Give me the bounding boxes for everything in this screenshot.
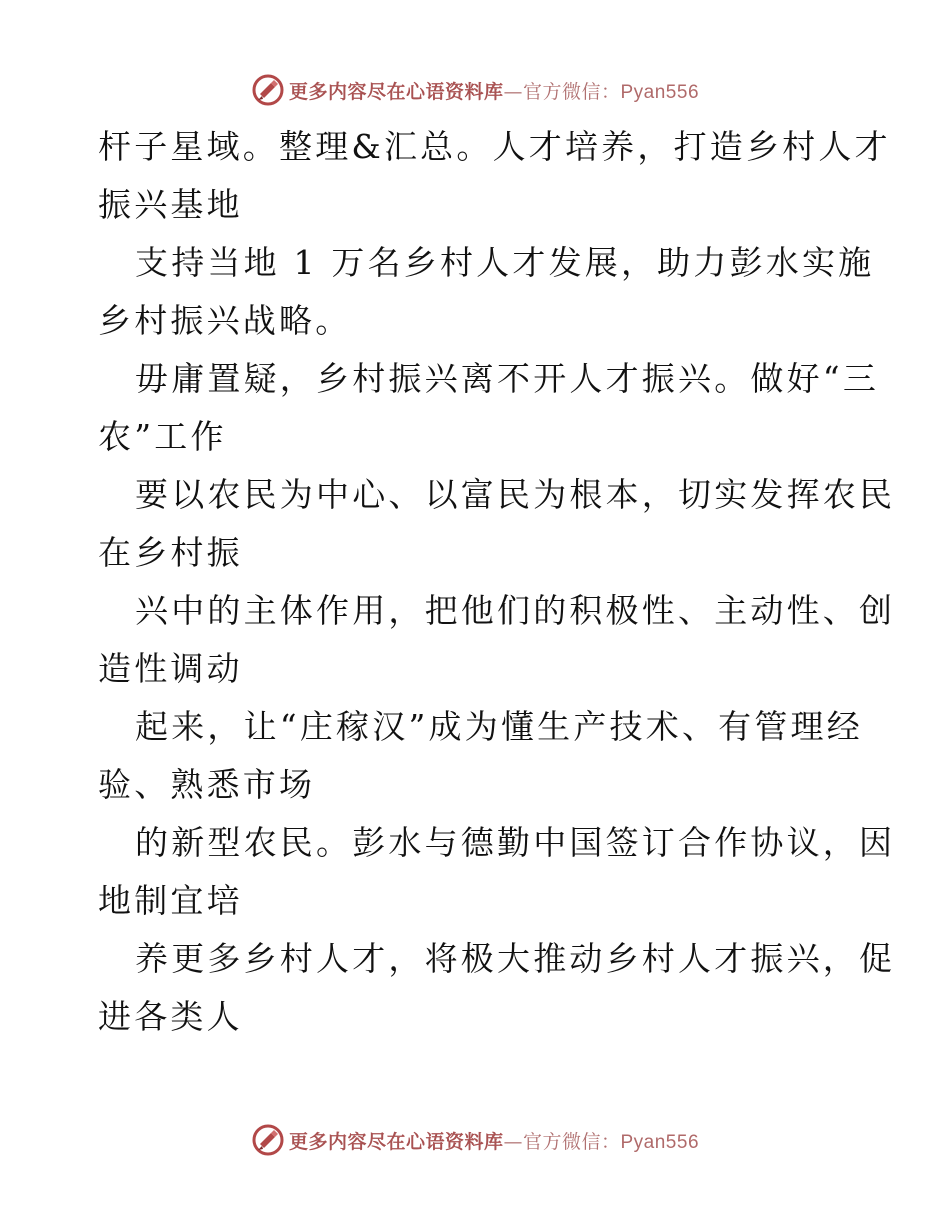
document-body <box>98 118 896 1046</box>
body-line: 造性调动 <box>98 649 243 688</box>
footer-watermark-banner <box>0 1120 950 1160</box>
header-watermark-banner <box>0 70 950 110</box>
book-pen-logo-icon <box>251 1123 285 1157</box>
body-line: 养更多乡村人才，将极大推动乡村人才振兴，促 <box>135 939 896 978</box>
body-line: 毋庸置疑，乡村振兴离不开人才振兴。做好“三 <box>135 359 880 398</box>
body-line: 要以农民为中心、以富民为根本，切实发挥农民 <box>135 475 896 514</box>
body-line: 乡村振兴战略。 <box>98 301 352 340</box>
header-wechat-id: Pyan556 <box>620 81 700 103</box>
book-pen-logo-icon <box>251 73 285 107</box>
body-line: 地制宜培 <box>98 881 243 920</box>
footer-watermark-text <box>289 1127 699 1154</box>
footer-dash: — <box>503 1130 523 1153</box>
body-line: 的新型农民。彭水与德勤中国签订合作协议，因 <box>135 823 896 862</box>
footer-wechat-id: Pyan556 <box>620 1131 700 1153</box>
body-line: 杆子星域。整理&汇总。人才培养，打造乡村人才 <box>98 127 891 166</box>
body-line: 起来，让“庄稼汉”成为懂生产技术、有管理经 <box>135 707 863 746</box>
body-line: 验、熟悉市场 <box>98 765 316 804</box>
body-line: 支持当地 1 万名乡村人才发展，助力彭水实施 <box>135 243 875 282</box>
footer-promo-text: 更多内容尽在心语资料库 <box>288 1130 504 1153</box>
body-line: 进各类人 <box>98 997 243 1036</box>
body-line: 振兴基地 <box>98 185 243 224</box>
body-line: 在乡村振 <box>98 533 243 572</box>
body-line: 农”工作 <box>98 417 227 456</box>
body-line: 兴中的主体作用，把他们的积极性、主动性、创 <box>135 591 896 630</box>
header-dash: — <box>503 80 523 103</box>
header-watermark-text <box>289 77 699 104</box>
footer-wechat-label: 官方微信： <box>522 1130 621 1153</box>
header-wechat-label: 官方微信： <box>522 80 621 103</box>
header-promo-text: 更多内容尽在心语资料库 <box>288 80 504 103</box>
